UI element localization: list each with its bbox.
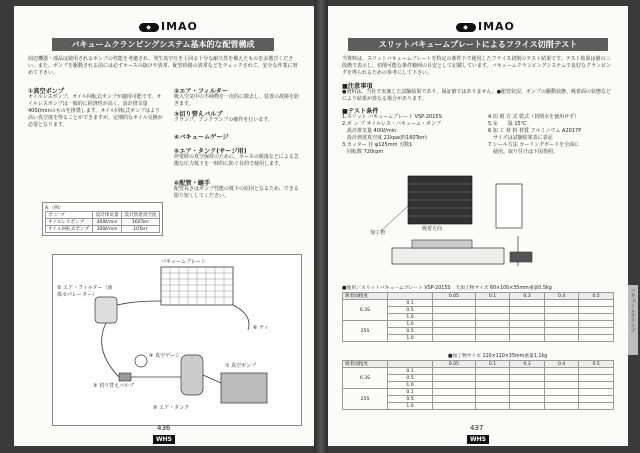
diagram-label-gauge: ④ 真空ゲージ	[149, 353, 180, 359]
depth-cell: 1.0	[388, 321, 433, 328]
roughness-cell: 25S	[343, 321, 388, 342]
page-title: スリットバキュームプレートによるフライス切削テスト	[348, 38, 608, 51]
table-header-cell: 0.05	[433, 361, 476, 368]
section-gauge-title: ④バキュームゲージ	[174, 134, 229, 141]
table-header-cell	[388, 293, 433, 300]
intro-text: 当資料は、スリットバキュームプレートを特定の条件下で使用したフライス切削のテスト結果です。テスト結果は値の三段階で表示し、切削可能な条件範囲の目安として記載しています。バキュームクランピングシステムで良好なクランピングを得られるための参考にして下さい。	[342, 56, 612, 76]
condition-item: 7.シール方法 カーリングボードを全面に	[488, 142, 580, 148]
table-header-cell: 0.1	[475, 293, 510, 300]
condition-item: 2.ポ ン プ オイルレス・バキューム・ポンプ	[342, 121, 442, 127]
condition-item: 6.加 工 材 料 材質 アルミニウム A2017P	[488, 128, 582, 134]
table1-caption: ■使用／スリットバキュームプレート VSP-2015S 天加工物サイズ 60×100×35mm重量0.5kg	[342, 286, 552, 291]
test-setup-drawing	[368, 166, 548, 276]
section-piping-text: 配管長さはポンプ性能の低下の原因となるため、できる限り短くしてください。	[174, 186, 299, 199]
section-valve-title: ③切り替えバルブ	[174, 111, 223, 118]
diagram-label-tee: ⑥ ティ	[253, 325, 269, 331]
table-header-cell: 0.1	[475, 361, 510, 368]
table-header-cell: 0.4	[544, 361, 579, 368]
section-pump-text: オイルレスポンプ、オイル回転式ポンプが適用可能です。オイルレスポンプは一般的に経済性が高く、設計排気量400ℓ/minのものを推奨します。オイル回転式ポンプはより高い真空度を得ることができますが、定期的なオイル交換が必要となります。	[28, 94, 163, 128]
diagram-label-workpiece: 加工物	[370, 230, 386, 236]
section-valve-text: クランプ、アンクランプの操作を行います。	[174, 117, 273, 123]
depth-cell: 0.1	[388, 389, 433, 396]
diagram-label-plate: バキュームプレート	[161, 259, 206, 265]
side-index-tab	[628, 285, 638, 355]
test-conditions-title: ■テスト条件	[342, 108, 379, 115]
table-header-cell: 0.5	[579, 293, 614, 300]
table-header-cell: 0.4	[544, 293, 579, 300]
condition-item: 3.カッター 径 φ125mm 刃数1	[342, 142, 413, 148]
brand-logo: ◆ IMAO	[139, 20, 198, 33]
diagram-label-direction: 吸着方向	[422, 226, 443, 232]
condition-item: 使用。取り付けは下図参照。	[488, 149, 559, 155]
table-cell: 160Torr	[121, 219, 159, 226]
pump-spec-unit: A.（例）	[45, 206, 64, 211]
table-header-cell: 0.3	[510, 293, 545, 300]
table-header-cell: 0.3	[510, 361, 545, 368]
depth-cell: 0.1	[388, 368, 433, 375]
section-piping-title: ⑥配管・継手	[174, 180, 211, 187]
pump-col-flow: 設計排気量	[93, 212, 122, 219]
intro-text: 周辺機器・部品は使用されるポンプの性能を考慮され、発生真空圧を上回る十分な耐久性を備えたものをお選びください。また、ポンプを駆動される前には必ずホースの抜けや異常、配管経路の異常などをチェックされて、安全な作業に努めて下さい。	[28, 56, 298, 76]
depth-cell: 0.5	[388, 375, 433, 382]
pump-col-name: ポ ン プ	[46, 212, 93, 219]
section-pump-title: ①真空ポンプ	[28, 88, 65, 95]
test-setup-diagram	[368, 166, 548, 276]
section-filter-text: 吸入空気中の不純物を一次的に除去し、装置の故障を防ぎます。	[174, 94, 300, 107]
table-corner: 吸着面粗度	[343, 293, 388, 300]
logo-icon: ◆	[456, 23, 476, 32]
test-conditions-list-2	[488, 114, 618, 156]
section-tank-title: ⑤エア・タンク(サージ用)	[174, 148, 247, 155]
roughness-cell: 6.3S	[343, 368, 388, 389]
pump-spec-table	[45, 211, 160, 233]
results-table-1	[342, 292, 614, 342]
depth-cell: 0.1	[388, 300, 433, 307]
depth-cell: 1.0	[388, 314, 433, 321]
table-cell: 400ℓ/min	[93, 219, 122, 226]
depth-cell: 0.5	[388, 307, 433, 314]
piping-diagram-drawing	[53, 255, 301, 425]
diagram-label-tank: ⑤ エア・タンク	[153, 405, 189, 411]
page-title: バキュームクランピングシステム基本的な配管構成	[52, 38, 274, 51]
whs-badge: WHS	[467, 435, 489, 444]
depth-cell: 0.5	[388, 328, 433, 335]
table-corner: 吸着面粗度	[343, 361, 388, 368]
table-cell: オイル回転式ポンプ	[46, 226, 93, 233]
logo-icon: ◆	[139, 23, 159, 32]
table-cell: 300ℓ/min	[93, 226, 122, 233]
condition-item: 設計到達真空度 21kpa(約160Torr)	[342, 135, 427, 141]
roughness-cell: 25S	[343, 389, 388, 410]
right-page	[328, 6, 628, 446]
page-number: 437	[470, 424, 484, 432]
table-cell: 10Torr	[121, 226, 159, 233]
condition-item: 4.切 削 方 式 乾式（切削水を使用せず）	[488, 114, 580, 120]
table-header-cell	[388, 361, 433, 368]
depth-cell: 1.0	[388, 382, 433, 389]
depth-cell: 1.0	[388, 335, 433, 342]
section-tank-text: 停電時の真空保持のために、ホースの脱落などによる急激な圧力低下を一時的に防ぐ目的で使用します。	[174, 154, 299, 167]
side-index-label: バキュームクランプ	[629, 288, 636, 333]
table2-caption: ■加工物サイズ 110×110×35mm重量1.1kg	[448, 354, 548, 359]
piping-diagram	[52, 254, 302, 426]
book-spine	[314, 0, 328, 453]
pump-col-vacuum: 設計到達真空度	[121, 212, 159, 219]
diagram-label-pump: ① 真空ポンプ	[225, 363, 257, 369]
condition-item: サイズは試験結果表に表記	[488, 135, 553, 141]
caution-text: ●資料は、当社で実施した試験結果であり、保証値ではありません。●配管状況、ポンプの駆動状態、吸着面の状態などにより結果が異なる場合があります。	[342, 89, 612, 102]
page-number: 436	[157, 424, 171, 432]
table-header-cell: 0.5	[579, 361, 614, 368]
pump-spec-box	[42, 202, 163, 236]
caution-title: ■注意事項	[342, 83, 373, 90]
condition-item: 回転数 720rpm	[342, 149, 384, 155]
results-table-2	[342, 360, 614, 410]
whs-badge: WHS	[153, 435, 175, 444]
table-header-cell: 0.05	[433, 293, 476, 300]
condition-item: 5.室 温 15℃	[488, 121, 527, 127]
diagram-label-valve: ③ 切り替えバルブ	[93, 383, 135, 389]
condition-item: 1.スリット バキュームプレート VSP-2015S	[342, 114, 442, 120]
condition-item: 設計排気量 400ℓ/min	[342, 128, 397, 134]
test-conditions-list	[342, 114, 492, 156]
table-cell: オイルレスポンプ	[46, 219, 93, 226]
left-page	[14, 6, 314, 446]
diagram-label-filter: ② エア・フィルター（液体セパレーター）	[57, 285, 113, 298]
brand-logo: ◆ IMAO	[456, 20, 515, 33]
section-filter-title: ②エア・フィルター	[174, 88, 228, 95]
depth-cell: 0.5	[388, 396, 433, 403]
depth-cell: 1.0	[388, 403, 433, 410]
roughness-cell: 6.3S	[343, 300, 388, 321]
